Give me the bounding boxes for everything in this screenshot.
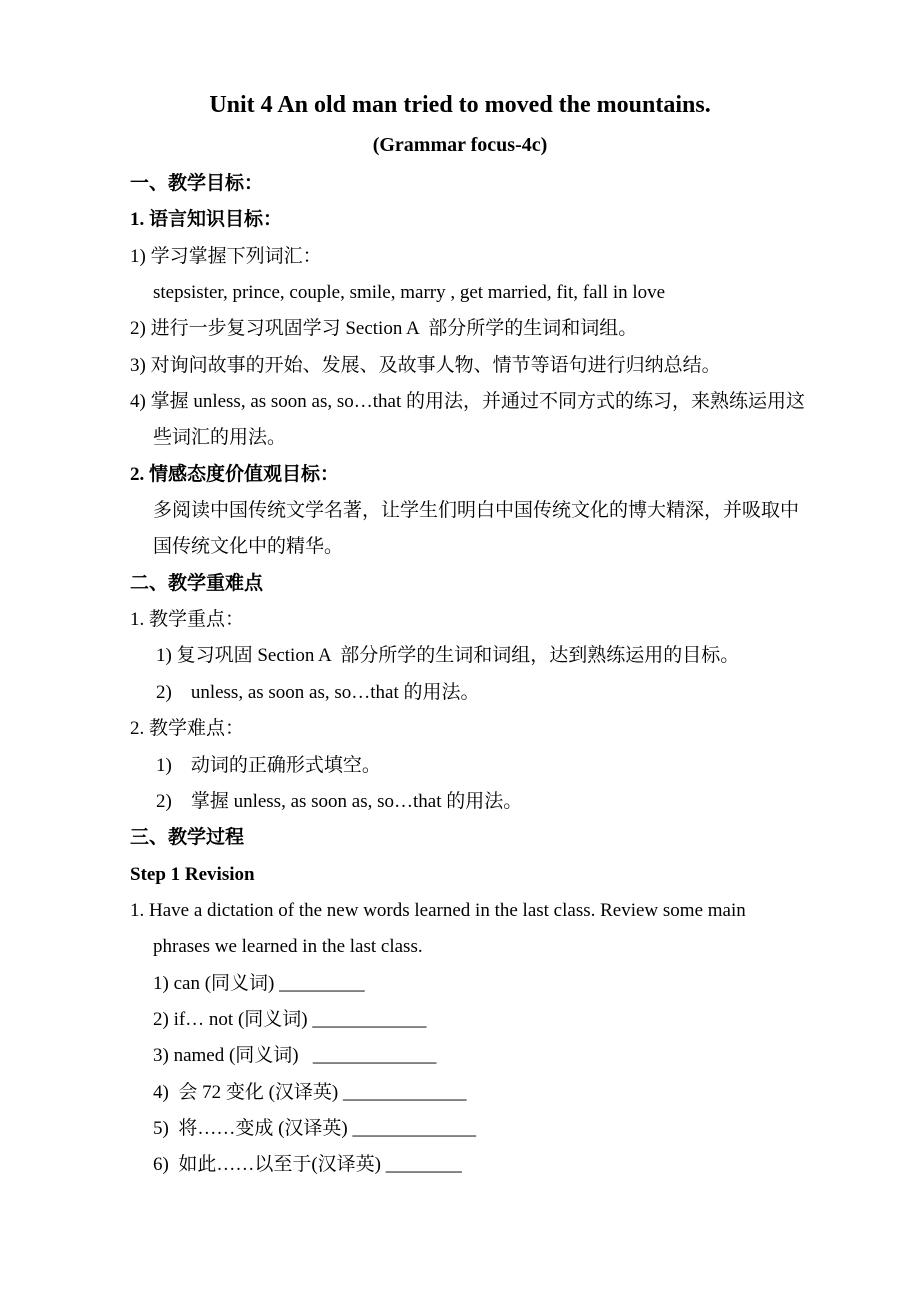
review-words-item: 2) 进行一步复习巩固学习 Section A 部分所学的生词和词组。	[130, 318, 638, 340]
step1-task-line2: phrases we learned in the last class.	[153, 936, 423, 958]
drill-item-2: 2) if… not (同义词) ____________	[153, 1008, 427, 1030]
doc-subtitle: (Grammar focus-4c)	[372, 134, 548, 156]
vocab-item: 1) 学习掌握下列词汇：	[130, 245, 322, 267]
step1-task-line1: 1. Have a dictation of the new words learned in the last class. Review some main	[130, 899, 746, 921]
drill-item-1: 1) can (同义词) _________	[153, 972, 365, 994]
teaching-difficult-heading: 2. 教学难点：	[130, 718, 245, 740]
drill-item-5: 5) 将……变成 (汉译英) _____________	[153, 1117, 476, 1139]
knowledge-goals-heading: 1. 语言知识目标：	[130, 209, 283, 231]
key-item-2: 2) unless, as soon as, so…that 的用法。	[156, 681, 480, 703]
emotion-goals-text-line1: 多阅读中国传统文学名著，让学生们明白中国传统文化的博大精深，并吸取中	[153, 500, 800, 522]
story-summary-item: 3) 对询问故事的开始、发展、及故事人物、情节等语句进行归纳总结。	[130, 354, 721, 376]
step1-heading: Step 1 Revision	[130, 863, 255, 885]
emotion-goals-heading: 2. 情感态度价值观目标：	[130, 463, 340, 485]
emotion-goals-text-line2: 国传统文化中的精华。	[153, 536, 344, 558]
grammar-usage-item-line1: 4) 掌握 unless, as soon as, so…that 的用法，并通过不同方式的练习，来熟练运用这	[130, 391, 806, 413]
teaching-key-heading: 1. 教学重点：	[130, 609, 245, 631]
section-objectives-heading: 一、教学目标：	[130, 173, 264, 194]
section-process-heading: 三、教学过程	[130, 827, 245, 849]
doc-title: Unit 4 An old man tried to moved the mountains.	[209, 92, 711, 118]
key-item-1: 1) 复习巩固 Section A 部分所学的生词和词组，达到熟练运用的目标。	[156, 645, 740, 667]
section-key-difficult-heading: 二、教学重难点	[130, 572, 264, 594]
difficult-item-2: 2) 掌握 unless, as soon as, so…that 的用法。	[156, 790, 523, 812]
vocab-wordlist: stepsister, prince, couple, smile, marry , get married, fit, fall in love	[153, 282, 666, 304]
difficult-item-1: 1) 动词的正确形式填空。	[156, 754, 381, 776]
grammar-usage-item-line2: 些词汇的用法。	[153, 427, 287, 449]
drill-item-6: 6) 如此……以至于(汉译英) ________	[153, 1154, 462, 1176]
drill-item-4: 4) 会 72 变化 (汉译英) _____________	[153, 1081, 467, 1103]
drill-item-3: 3) named (同义词) _____________	[153, 1045, 437, 1067]
